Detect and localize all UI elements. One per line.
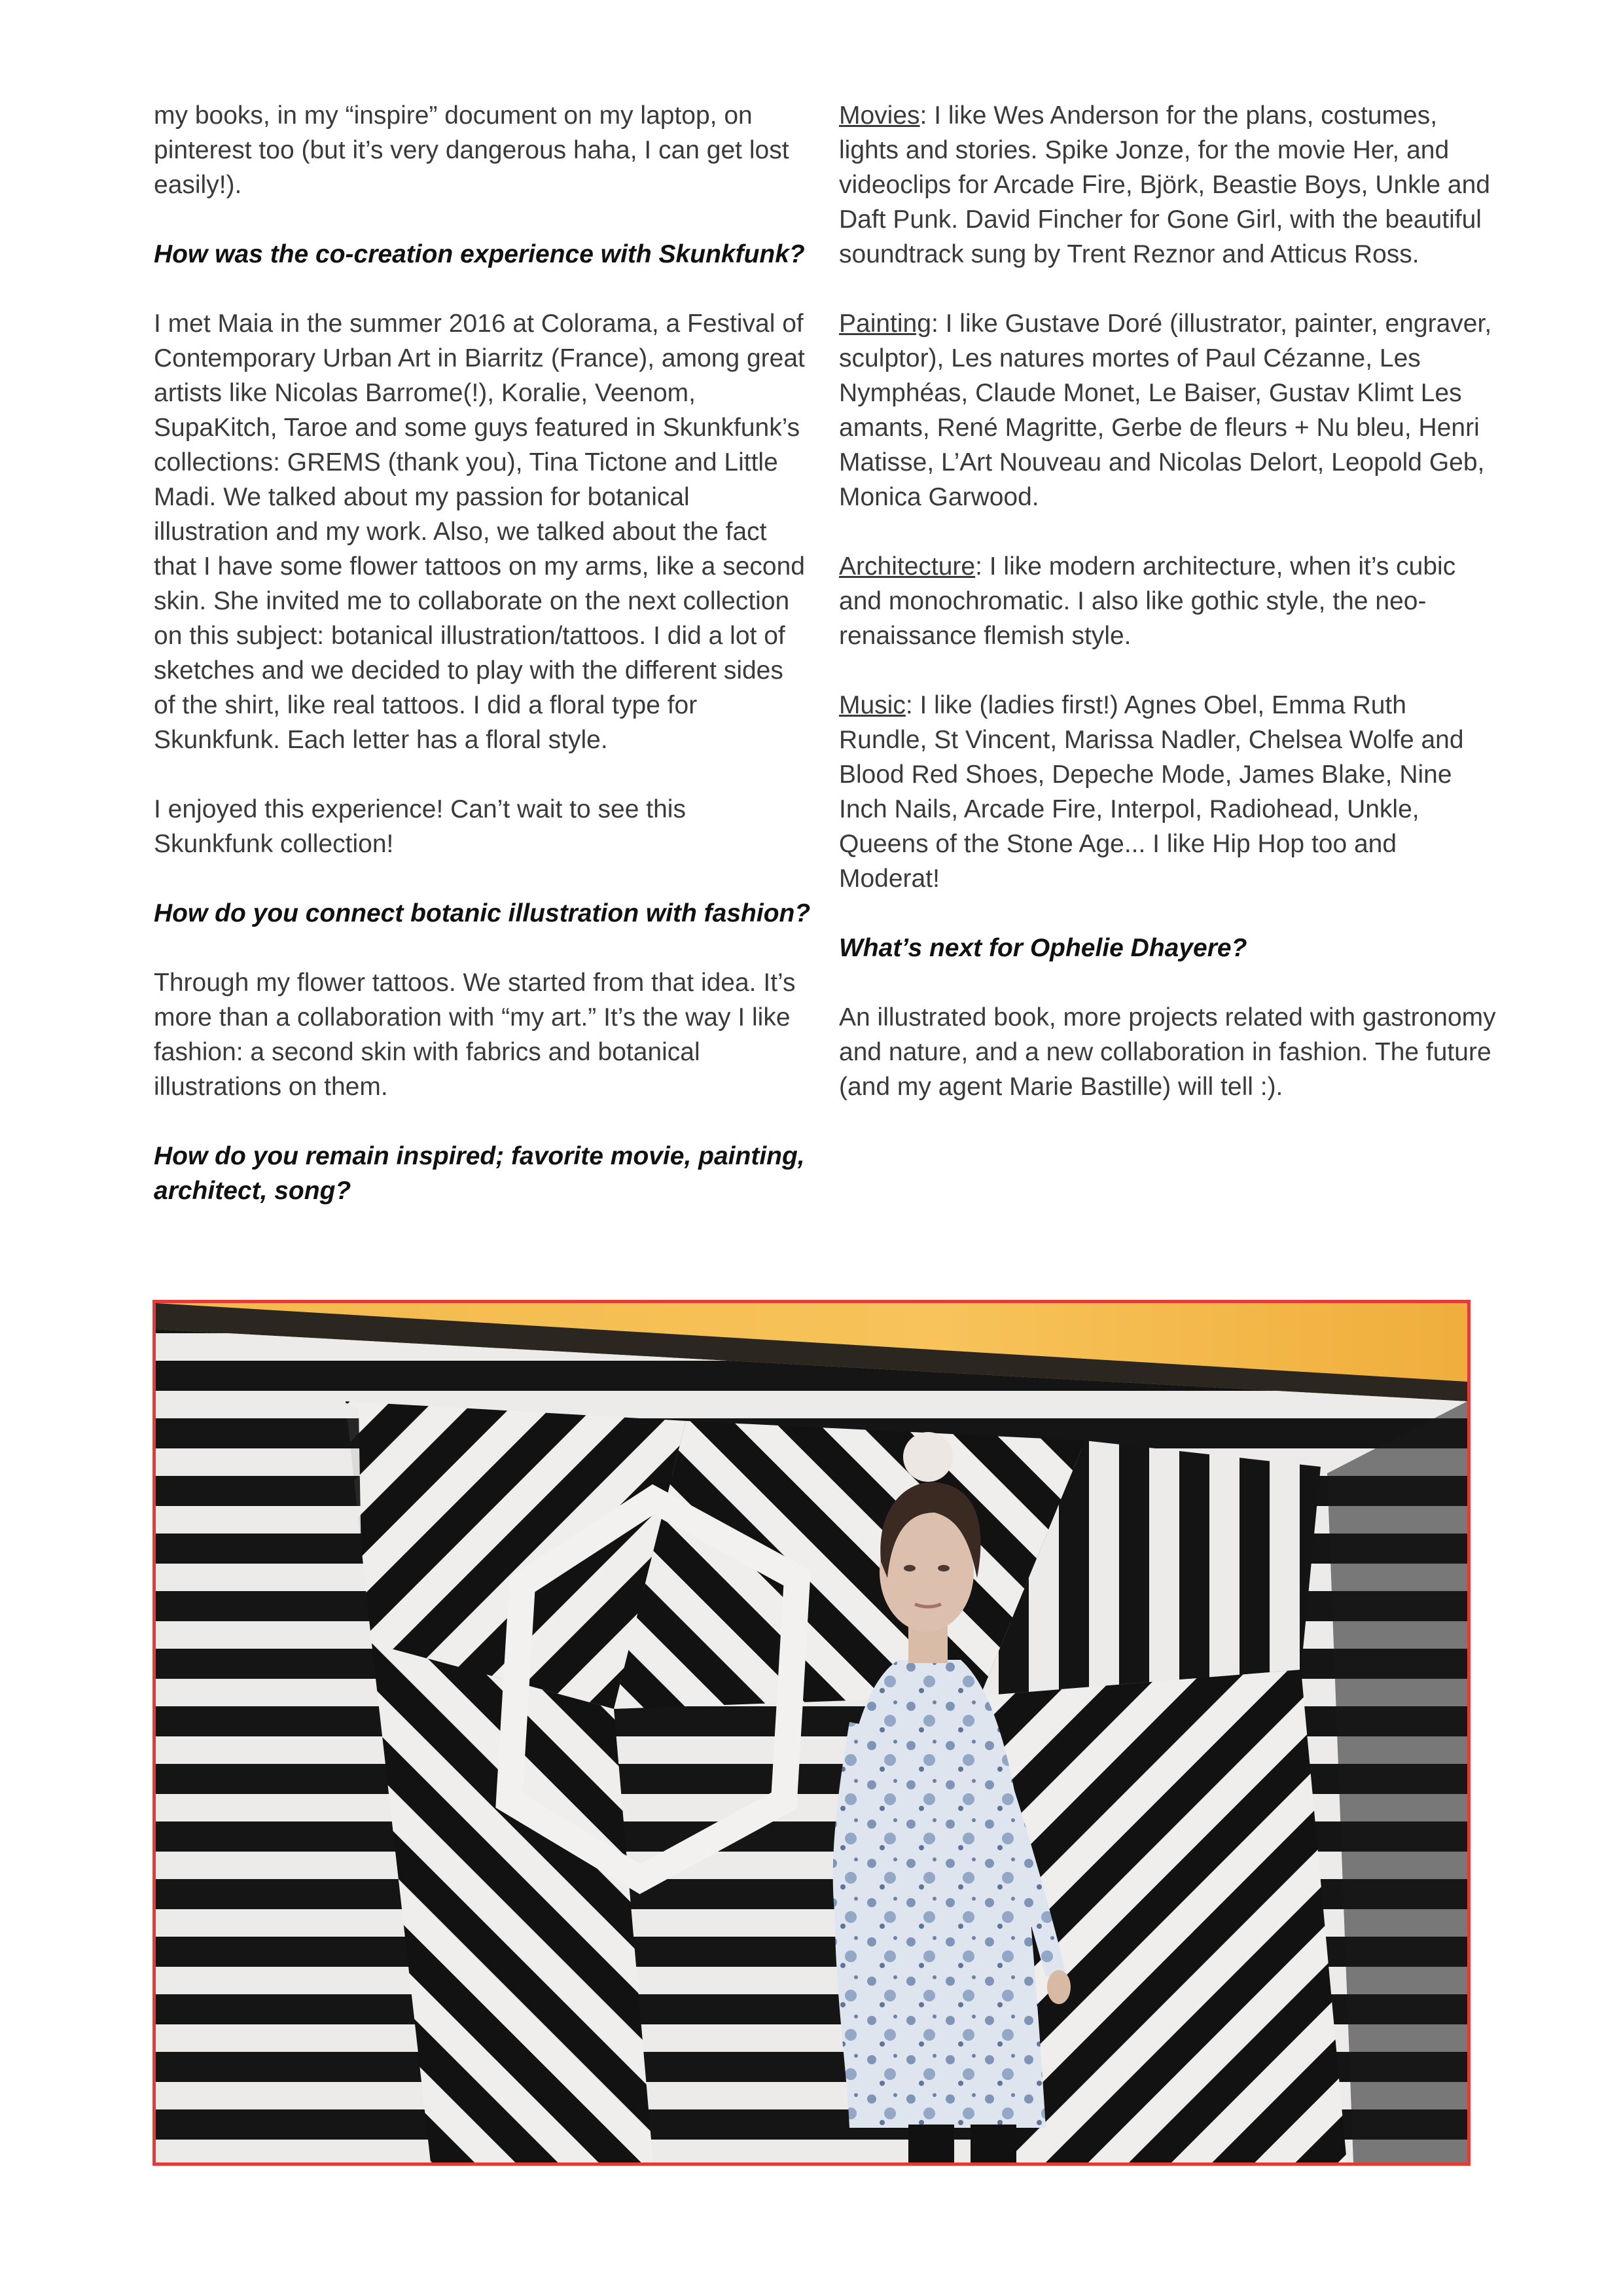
paragraph-inspire-sources: my books, in my “inspire” document on my laptop, on pinterest too (but it’s very dangerous haha, I can get lost easily!). [154, 101, 789, 199]
painting-label: Painting [839, 310, 931, 338]
question-whats-next: What’s next for Ophelie Dhayere? [839, 934, 1247, 962]
paragraph-enjoyed: I enjoyed this experience! Can’t wait to see this Skunkfunk collection! [154, 795, 686, 858]
paragraph-painting [839, 306, 1497, 514]
movies-text: : I like Wes Anderson for the plans, costumes, lights and stories. Spike Jonze, for the movie Her, and videoclips for Arcade Fire, Björk, Beastie Boys, Unkle and Daft Punk. David Fincher for Gone Girl, with the beautiful soundtrack sung by Trent Reznor and Atticus Ross. [839, 101, 1490, 268]
paragraph-future: An illustrated book, more projects related with gastronomy and nature, and a new collaboration in fashion. The future (and my agent Marie Bastille) will tell :). [839, 1003, 1496, 1101]
mural-photo-illustration [156, 1303, 1467, 2162]
music-label: Music [839, 691, 906, 719]
architecture-label: Architecture [839, 552, 976, 581]
movies-label: Movies [839, 101, 920, 130]
framed-photo [152, 1300, 1471, 2166]
paragraph-flower-tattoos: Through my flower tattoos. We started from that idea. It’s more than a collaboration with “my art.” It’s the way I like fashion: a second skin with fabrics and botanical illustrations on them. [154, 969, 796, 1101]
music-text: : I like (ladies first!) Agnes Obel, Emma Ruth Rundle, St Vincent, Marissa Nadler, Chelsea Wolfe and Blood Red Shoes, Depeche Mode, James Blake, Nine Inch Nails, Arcade Fire, Interpol, Radiohead, Unkle, Queens of the Stone Age... I like Hip Hop too and Moderat! [839, 691, 1464, 893]
right-column [839, 98, 1497, 1139]
question-botanic-fashion: How do you connect botanic illustration with fashion? [154, 899, 811, 927]
paragraph-movies [839, 98, 1497, 272]
left-column [154, 98, 812, 1243]
question-co-creation: How was the co-creation experience with Skunkfunk? [154, 240, 805, 268]
painting-text: : I like Gustave Doré (illustrator, painter, engraver, sculptor), Les natures mortes of Paul Cézanne, Les Nymphéas, Claude Monet, Le Baiser, Gustav Klimt Les amants, René Magritte, Gerbe de fleurs + Nu bleu, Henri Matisse, L’Art Nouveau and Nicolas Delort, Leopold Geb, Monica Garwood. [839, 310, 1492, 511]
architecture-text: : I like modern architecture, when it’s cubic and monochromatic. I also like gothic style, the neo-renaissance flemish style. [839, 552, 1456, 650]
question-remain-inspired: How do you remain inspired; favorite movie, painting, architect, song? [154, 1142, 805, 1205]
paragraph-colorama: I met Maia in the summer 2016 at Colorama, a Festival of Contemporary Urban Art in Biarritz (France), among great artists like Nicolas Barrome(!), Koralie, Veenom, SupaKitch, Taroe and some guys featured in Skunkfunk’s collections: GREMS (thank you), Tina Tictone and Little Madi. We talked about my passion for botanical illustration and my work. Also, we talked about the fact that I have some flower tattoos on my arms, like a second skin. She invited me to collaborate on the next collection on this subject: botanical illustration/tattoos. I did a lot of sketches and we decided to play with the different sides of the shirt, like real tattoos. I did a floral type for Skunkfunk. Each letter has a floral style. [154, 310, 805, 754]
paragraph-architecture [839, 549, 1497, 653]
paragraph-music [839, 688, 1497, 896]
